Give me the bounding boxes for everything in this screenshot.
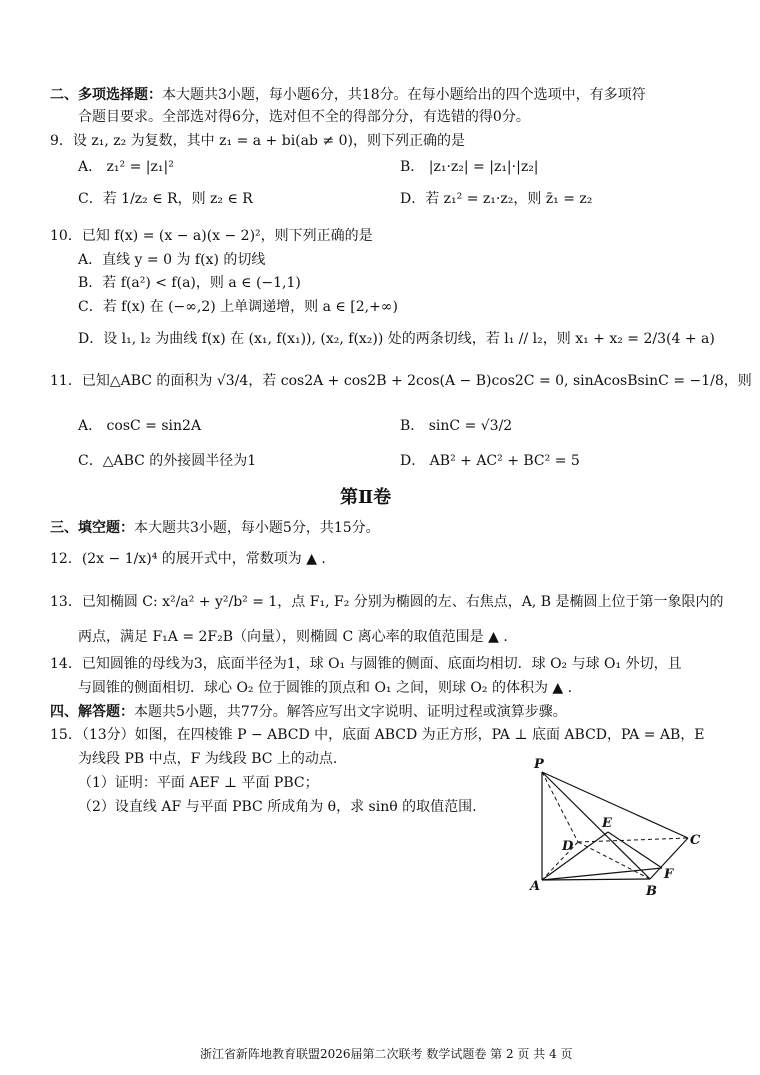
- question-10-option-d: D．设 l₁, l₂ 为曲线 f(x) 在 (x₁, f(x₁)), (x₂, f(x₂)) 处的两条切线，若 l₁ // l₂，则 x₁ + x₂ = 2/3(4 + a): [78, 331, 715, 347]
- section-intro: 本题共5小题，共77分。解答应写出文字说明、证明过程或演算步骤。: [134, 704, 567, 720]
- question-11-option-d: D． AB² + AC² + BC² = 5: [400, 453, 580, 469]
- section-intro: 本大题共3小题，每小题5分，共15分。: [134, 520, 380, 536]
- question-9-option-a: A． z₁² = |z₁|²: [78, 159, 174, 175]
- question-11-option-c: C．△ABC 的外接圆半径为1: [78, 453, 257, 469]
- section-heading: 二、多项选择题：: [50, 87, 162, 103]
- label-a: A: [530, 879, 541, 894]
- question-15-line1: 15．（13分）如图，在四棱锥 P − ABCD 中，底面 ABCD 为正方形，PA ⊥ 底面 ABCD，PA = AB，E: [50, 727, 705, 743]
- pyramid-figure: [520, 752, 710, 902]
- label-c: C: [690, 833, 701, 848]
- question-14-line1: 14．已知圆锥的母线为3，底面半径为1，球 O₁ 与圆锥的侧面、底面均相切．球 O₂ 与球 O₁ 外切，且: [50, 656, 682, 672]
- label-p: P: [534, 757, 544, 772]
- section-heading: 四、解答题：: [50, 704, 134, 720]
- question-14-line2: 与圆锥的侧面相切．球心 O₂ 位于圆锥的顶点和 O₁ 之间，则球 O₂ 的体积为 ▲ .: [78, 680, 573, 696]
- section-multi-choice-intro-line1: [50, 86, 646, 104]
- section-heading: 三、填空题：: [50, 520, 134, 536]
- question-9-option-c: C．若 1/z₂ ∈ R，则 z₂ ∈ R: [78, 191, 253, 207]
- question-15-line2: 为线段 PB 中点，F 为线段 BC 上的动点.: [78, 751, 338, 767]
- section-answer-intro: [50, 703, 567, 721]
- question-10-option-b: B．若 f(a²) < f(a)，则 a ∈ (−1,1): [78, 275, 301, 291]
- section-multi-choice-intro-line2: 合题目要求。全部选对得6分，选对但不全的得部分分，有选错的得0分。: [78, 109, 530, 125]
- question-15-part2: （2）设直线 AF 与平面 PBC 所成角为 θ，求 sinθ 的取值范围.: [78, 799, 477, 815]
- edge-pd-hidden: [542, 772, 578, 842]
- label-b: B: [646, 884, 657, 899]
- edge-dc-hidden: [578, 838, 688, 842]
- edge-af: [542, 868, 662, 880]
- question-15-part1: （1）证明：平面 AEF ⊥ 平面 PBC；: [78, 775, 319, 791]
- edge-ef: [608, 832, 662, 868]
- question-11-option-a: A． cosC = sin2A: [78, 418, 202, 434]
- section-intro: 本大题共3小题，每小题6分，共18分。在每小题给出的四个选项中，有多项符: [162, 87, 646, 103]
- question-13-line2: 两点，满足 F₁A = 2F₂B（向量），则椭圆 C 离心率的取值范围是 ▲ .: [78, 629, 508, 645]
- edge-ae: [542, 832, 608, 880]
- question-9-option-d: D．若 z₁² = z₁·z₂，则 z̄₁ = z₂: [400, 191, 593, 207]
- question-9-option-b: B． |z₁·z₂| = |z₁|·|z₂|: [400, 159, 539, 175]
- section-fill-blank-intro: [50, 519, 380, 537]
- question-10-stem: 10．已知 f(x) = (x − a)(x − 2)²，则下列正确的是: [50, 228, 373, 244]
- page-footer: 浙江省新阵地教育联盟2026届第二次联考 数学试题卷 第 2 页 共 4 页: [200, 1047, 573, 1061]
- question-9-stem: 9．设 z₁, z₂ 为复数，其中 z₁ = a + bi(ab ≠ 0)，则下列正确的是: [50, 133, 465, 149]
- question-12: 12．(2x − 1/x)⁴ 的展开式中，常数项为 ▲ .: [50, 551, 326, 567]
- edge-pc: [542, 772, 688, 838]
- label-d: D: [562, 839, 574, 854]
- part-2-title: 第Ⅱ卷: [340, 487, 392, 508]
- question-11-stem: 11．已知△ABC 的面积为 √3/4，若 cos2A + cos2B + 2cos(A − B)cos2C = 0, sinAcosBsinC = −1/8，则: [50, 373, 752, 389]
- edge-db-hidden: [578, 842, 650, 879]
- question-10-option-c: C．若 f(x) 在 (−∞,2) 上单调递增，则 a ∈ [2,+∞): [78, 299, 398, 315]
- label-e: E: [602, 816, 612, 831]
- question-13-line1: 13．已知椭圆 C: x²/a² + y²/b² = 1，点 F₁, F₂ 分别为椭圆的左、右焦点，A, B 是椭圆上位于第一象限内的: [50, 594, 724, 610]
- edge-ab: [542, 879, 650, 880]
- label-f: F: [664, 867, 674, 882]
- question-10-option-a: A．直线 y = 0 为 f(x) 的切线: [78, 252, 266, 268]
- question-11-option-b: B． sinC = √3/2: [400, 418, 513, 434]
